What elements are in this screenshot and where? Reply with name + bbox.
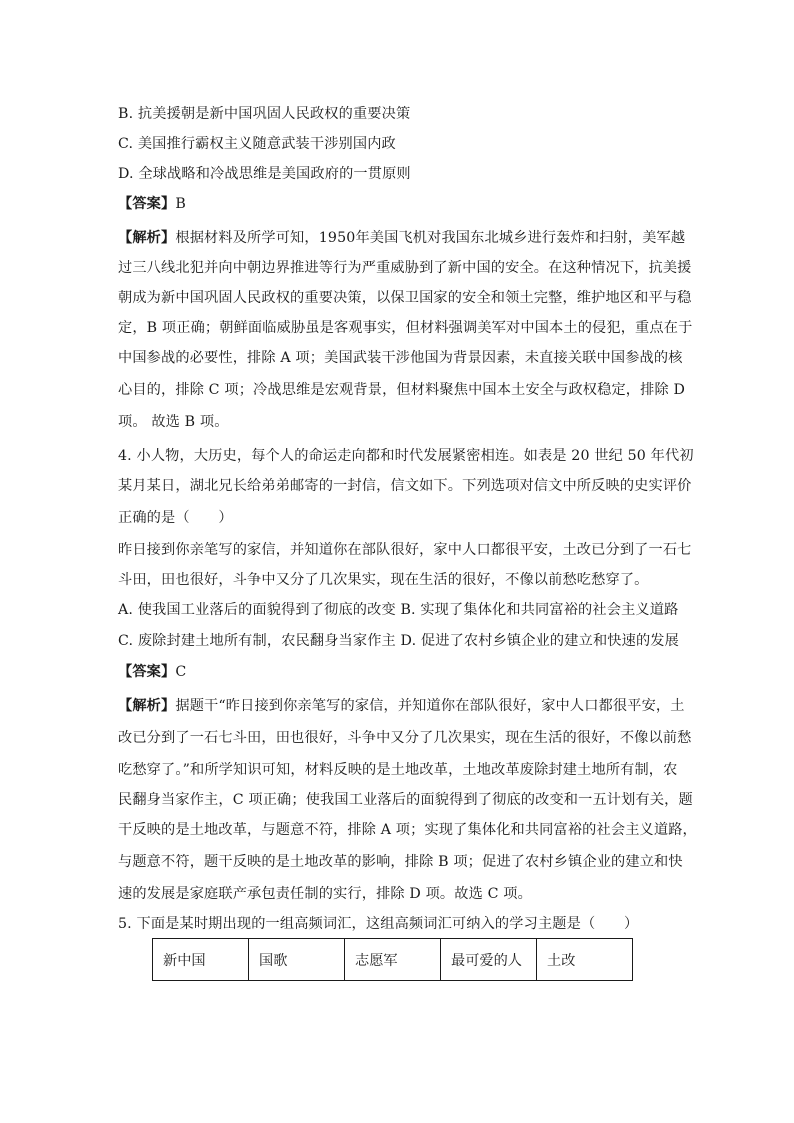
analysis-q4-line: 民翻身当家作主，C 项正确；使我国工业落后的面貌得到了彻底的改变和一五计划有关，题 xyxy=(118,792,693,808)
analysis-q3-line: 项。 故选 B 项。 xyxy=(118,414,229,430)
analysis-q3-line: 中国参战的必要性，排除 A 项；美国武装干涉他国为背景因素，未直接关联中国参战的核 xyxy=(118,350,683,366)
analysis-q3-line: 心目的，排除 C 项；冷战思维是宏观背景，但材料聚焦中国本土安全与政权稳定，排除 D xyxy=(118,382,685,398)
question4-letter-line: 昨日接到你亲笔写的家信，并知道你在部队很好，家中人口都很平安，土改已分到了一石七 xyxy=(118,542,692,558)
table-cell: 土改 xyxy=(537,939,633,981)
analysis-q4-line: 干反映的是土地改革，与题意不符，排除 A 项；实现了集体化和共同富裕的社会主义道路， xyxy=(118,822,697,838)
answer-label: 【答案】 xyxy=(118,196,176,212)
analysis-q4-line: 【解析】据题干“昨日接到你亲笔写的家信，并知道你在部队很好，家中人口都很平安，土 xyxy=(118,698,685,714)
analysis-q4-line: 与题意不符，题干反映的是土地改革的影响，排除 B 项；促进了农村乡镇企业的建立和快 xyxy=(118,854,683,870)
analysis-label: 【解析】 xyxy=(118,698,176,714)
option-c: C. 美国推行霸权主义随意武装干涉别国内政 xyxy=(118,136,396,152)
keyword-table xyxy=(152,938,633,981)
table-row xyxy=(153,939,633,981)
answer-q4 xyxy=(118,662,688,682)
analysis-q3-line: 过三八线北犯并向中朝边界推进等行为严重威胁到了新中国的安全。在这种情况下，抗美援 xyxy=(118,260,692,276)
analysis-q3-line: 朝成为新中国巩固人民政权的重要决策，以保卫国家的安全和领土完整，维护地区和平与稳 xyxy=(118,290,692,306)
question4-stem-line: 正确的是（ ） xyxy=(118,510,233,526)
question4-stem-line: 某月某日，湖北兄长给弟弟邮寄的一封信，信文如下。下列选项对信文中所反映的史实评价 xyxy=(118,478,692,494)
question4-stem-line: 4. 小人物，大历史，每个人的命运走向都和时代发展紧密相连。如表是 20 世纪 50 年代初 xyxy=(118,448,694,464)
table-cell: 新中国 xyxy=(153,939,249,981)
question4-option-line: A. 使我国工业落后的面貌得到了彻底的改变 B. 实现了集体化和共同富裕的社会主义道路 xyxy=(118,602,679,618)
question4-letter-line: 斗田，田也很好，斗争中又分了几次果实，现在生活的很好，不像以前愁吃愁穿了。 xyxy=(118,572,649,588)
analysis-q4-line: 速的发展是家庭联产承包责任制的实行，排除 D 项。故选 C 项。 xyxy=(118,886,532,902)
question5-stem: 5. 下面是某时期出现的一组高频词汇，这组高频词汇可纳入的学习主题是（ ） xyxy=(118,916,639,932)
option-b: B. 抗美援朝是新中国巩固人民政权的重要决策 xyxy=(118,106,411,122)
question4-option-line: C. 废除封建土地所有制，农民翻身当家作主 D. 促进了农村乡镇企业的建立和快速的发展 xyxy=(118,633,679,649)
analysis-label: 【解析】 xyxy=(118,230,176,246)
answer-q3 xyxy=(118,194,688,214)
analysis-q4-line: 吃愁穿了。”和所学知识可知，材料反映的是土地改革，土地改革废除封建土地所有制，农 xyxy=(118,762,678,778)
analysis-q3-line: 【解析】根据材料及所学可知，1950年美国飞机对我国东北城乡进行轰炸和扫射，美军越 xyxy=(118,230,686,246)
answer-value: C xyxy=(175,664,187,680)
option-d: D. 全球战略和冷战思维是美国政府的一贯原则 xyxy=(118,166,411,182)
answer-label: 【答案】 xyxy=(118,664,176,680)
analysis-q3-line: 定，B 项正确；朝鲜面临威胁虽是客观事实，但材料强调美军对中国本土的侵犯，重点在于 xyxy=(118,320,693,336)
analysis-q4-line: 改已分到了一石七斗田，田也很好，斗争中又分了几次果实，现在生活的很好，不像以前愁 xyxy=(118,730,692,746)
answer-value: B xyxy=(175,196,186,212)
table-cell: 国歌 xyxy=(249,939,345,981)
table-cell: 最可爱的人 xyxy=(441,939,537,981)
table-cell: 志愿军 xyxy=(345,939,441,981)
